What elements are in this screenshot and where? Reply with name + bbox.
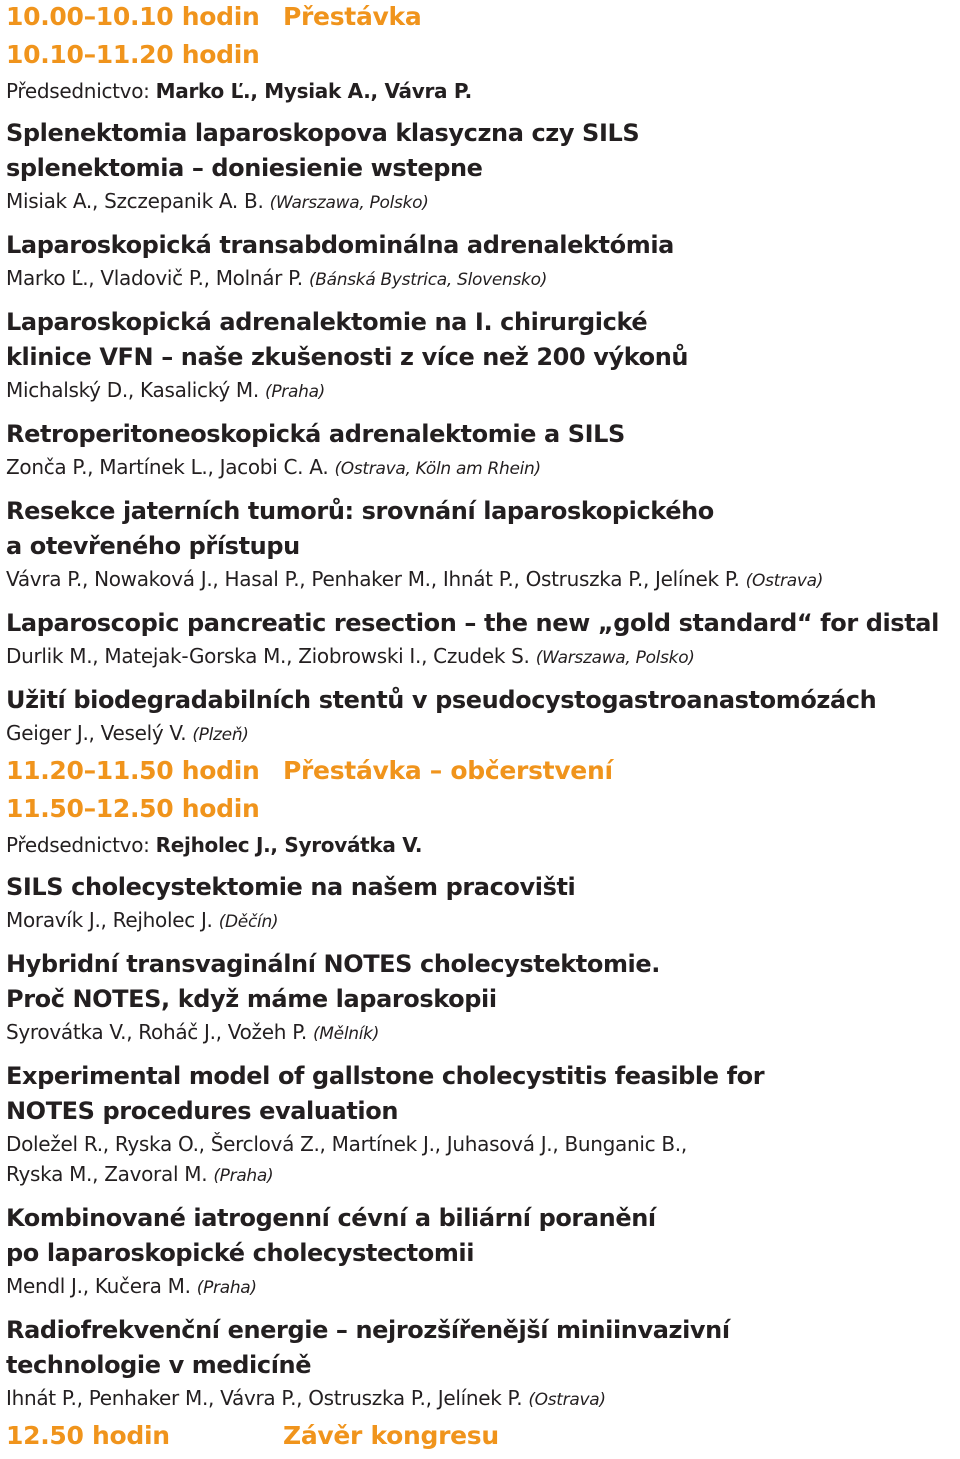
talk-title: Proč NOTES, když máme laparoskopii [6, 985, 497, 1013]
talk-authors-names: Ryska M., Zavoral M. [6, 1162, 208, 1186]
talk-title: NOTES procedures evaluation [6, 1097, 399, 1125]
time-slot-time: 11.50–12.50 hodin [6, 794, 260, 823]
talk-location: (Plzeň) [192, 725, 249, 745]
talk-title: Resekce jaterních tumorů: srovnání laparoskopického [6, 497, 714, 525]
talk-location: (Warszawa, Polsko) [269, 193, 429, 213]
talk-location: (Ostrava) [745, 571, 824, 591]
talk-title: Hybridní transvaginální NOTES cholecystektomie. [6, 950, 660, 978]
talk-title: Užití biodegradabilních stentů v pseudocystogastroanastomózách [6, 686, 877, 714]
talk-title: SILS cholecystektomie na našem pracovišti [6, 873, 576, 901]
talk-title: klinice VFN – naše zkušenosti z více než 200 výkonů [6, 343, 689, 371]
talk-authors [6, 263, 960, 295]
talk-location: (Bánská Bystrica, Slovensko) [308, 270, 548, 290]
talk-entry [6, 683, 960, 750]
talk-title: Laparoscopic pancreatic resection – the new „gold standard“ for distal [6, 609, 939, 637]
talk-authors [6, 375, 960, 407]
talk-authors [6, 1271, 960, 1303]
chairpersons-prefix: Předsednictvo: [6, 833, 156, 857]
talk-title: Splenektomia laparoskopova klasyczna czy SILS [6, 119, 640, 147]
talk-authors-names: Ihnát P., Penhaker M., Vávra P., Ostruszka P., Jelínek P. [6, 1386, 523, 1410]
talk-authors [6, 641, 960, 673]
talk-authors [6, 1159, 960, 1191]
talk-title: a otevřeného přístupu [6, 532, 300, 560]
talk-authors-names: Mendl J., Kučera M. [6, 1274, 191, 1298]
talk-entry [6, 1201, 960, 1303]
talk-authors-names: Syrovátka V., Roháč J., Vožeh P. [6, 1020, 307, 1044]
talk-entry [6, 606, 960, 673]
talk-location: (Ostrava, Köln am Rhein) [334, 459, 541, 479]
talk-authors [6, 905, 960, 937]
talk-authors-names: Durlik M., Matejak-Gorska M., Ziobrowski I., Czudek S. [6, 644, 530, 668]
talk-location: (Děčín) [218, 912, 279, 932]
talk-title: splenektomia – doniesienie wstepne [6, 154, 483, 182]
talk-title: Experimental model of gallstone cholecystitis feasible for [6, 1062, 765, 1090]
talk-authors-names: Moravík J., Rejholec J. [6, 908, 213, 932]
time-slot [6, 40, 960, 78]
time-slot-label: Přestávka – občerstvení [283, 756, 613, 785]
talk-authors [6, 186, 960, 218]
talk-authors [6, 452, 960, 484]
chairpersons-names: Marko Ľ., Mysiak A., Vávra P. [155, 79, 472, 103]
time-slot-label: Přestávka [283, 2, 422, 31]
time-slot [6, 2, 960, 40]
time-slot-label: Závěr kongresu [283, 1421, 499, 1450]
talk-entry [6, 494, 960, 596]
chairpersons [6, 78, 960, 106]
talk-authors-names: Marko Ľ., Vladovič P., Molnár P. [6, 266, 303, 290]
chairpersons-names: Rejholec J., Syrovátka V. [155, 833, 423, 857]
talk-location: (Praha) [213, 1166, 274, 1186]
talk-authors-names: Zonča P., Martínek L., Jacobi C. A. [6, 455, 329, 479]
chairpersons [6, 832, 960, 860]
talk-title: Laparoskopická transabdominálna adrenalektómia [6, 231, 674, 259]
talk-authors-names: Michalský D., Kasalický M. [6, 378, 259, 402]
talk-title: Radiofrekvenční energie – nejrozšířenější miniinvazivní [6, 1316, 730, 1344]
talk-authors [6, 718, 960, 750]
talk-authors [6, 1383, 960, 1415]
talk-authors [6, 564, 960, 596]
talk-title: technologie v medicíně [6, 1351, 312, 1379]
talk-entry [6, 1313, 960, 1415]
talk-entry [6, 305, 960, 407]
talk-entry [6, 417, 960, 484]
talk-entry [6, 870, 960, 937]
talk-authors-names: Misiak A., Szczepanik A. B. [6, 189, 264, 213]
talk-title: po laparoskopické cholecystectomii [6, 1239, 475, 1267]
talk-authors-names: Vávra P., Nowaková J., Hasal P., Penhaker M., Ihnát P., Ostruszka P., Jelínek P. [6, 567, 740, 591]
talk-title: Kombinované iatrogenní cévní a biliární poranění [6, 1204, 656, 1232]
time-slot [6, 794, 960, 832]
time-slot-time: 10.00–10.10 hodin [6, 2, 260, 31]
talk-entry [6, 116, 960, 218]
talk-entry [6, 1059, 960, 1191]
time-slot [6, 1421, 960, 1459]
talk-authors-names: Doležel R., Ryska O., Šerclová Z., Martínek J., Juhasová J., Bunganic B., [6, 1132, 687, 1156]
time-slot-time: 11.20–11.50 hodin [6, 756, 260, 785]
time-slot [6, 756, 960, 794]
talk-location: (Mělník) [312, 1024, 380, 1044]
talk-title: Retroperitoneoskopická adrenalektomie a SILS [6, 420, 625, 448]
talk-location: (Praha) [196, 1278, 257, 1298]
talk-location: (Praha) [265, 382, 326, 402]
talk-location: (Warszawa, Polsko) [535, 648, 695, 668]
talk-authors-names: Geiger J., Veselý V. [6, 721, 187, 745]
talk-entry [6, 947, 960, 1049]
time-slot-time: 12.50 hodin [6, 1421, 170, 1450]
chairpersons-prefix: Předsednictvo: [6, 79, 156, 103]
talk-location: (Ostrava) [528, 1390, 606, 1410]
talk-title: Laparoskopická adrenalektomie na I. chirurgické [6, 308, 648, 336]
talk-entry [6, 228, 960, 295]
time-slot-time: 10.10–11.20 hodin [6, 40, 260, 69]
talk-authors [6, 1017, 960, 1049]
talk-authors [6, 1129, 960, 1159]
